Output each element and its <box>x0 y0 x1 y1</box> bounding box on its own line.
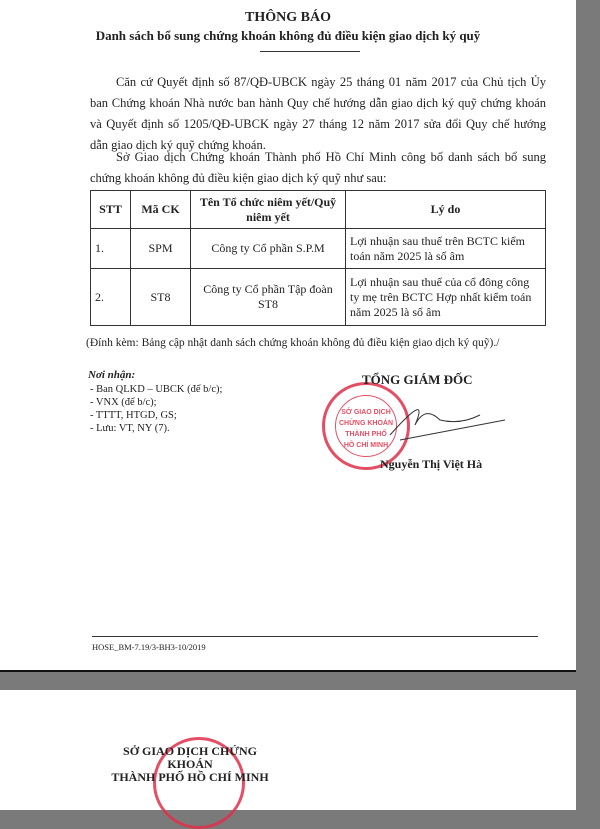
table-header-row <box>91 191 546 229</box>
paragraph-legal-basis: Căn cứ Quyết định số 87/QĐ-UBCK ngày 25 tháng 01 năm 2017 của Chủ tịch Ủy ban Chứng khoán Nhà nước ban hành Quy chế hướng dẫn giao dịch ký quỹ chứng khoán và Quyết định số 1205/QĐ-UBCK ngày 27 tháng 12 năm 2017 sửa đổi Quy chế hướng dẫn giao dịch ký quỹ chứng khoán. <box>90 75 546 152</box>
document-page-2 <box>0 690 576 810</box>
footer-form-code: HOSE_BM-7.19/3-BH3-10/2019 <box>92 642 206 652</box>
paragraph-announcement: Sở Giao dịch Chứng khoán Thành phố Hồ Chí Minh công bố danh sách bổ sung chứng khoán không đủ điều kiện giao dịch ký quỹ như sau: <box>90 150 546 185</box>
ineligible-securities-table <box>90 190 546 326</box>
document-subtitle: Danh sách bổ sung chứng khoán không đủ điều kiện giao dịch ký quỹ <box>95 28 481 43</box>
header-stt: STT <box>91 191 131 229</box>
cell-stt: 1. <box>91 229 131 269</box>
recipient-item: - VNX (để b/c); <box>90 397 157 408</box>
table-row <box>91 269 546 326</box>
title-divider <box>260 51 360 52</box>
cell-reason: Lợi nhuận sau thuế của cổ đông công ty mẹ trên BCTC Hợp nhất kiểm toán năm 2025 là số âm <box>346 269 546 326</box>
recipient-item: - TTTT, HTGD, GS; <box>90 410 177 421</box>
header-reason: Lý do <box>346 191 546 229</box>
cell-company: Công ty Cổ phần Tập đoàn ST8 <box>191 269 346 326</box>
cell-stt: 2. <box>91 269 131 326</box>
cell-company: Công ty Cổ phần S.P.M <box>191 229 346 269</box>
recipient-item: - Lưu: VT, NY (7). <box>90 423 170 434</box>
signature-icon <box>370 395 510 445</box>
org-header: SỞ GIAO DỊCH CHỨNG KHOÁN THÀNH PHỐ HỒ CHÍ MINH <box>111 744 269 784</box>
signer-name: Nguyễn Thị Việt Hà <box>380 457 483 471</box>
header-company: Tên Tổ chức niêm yết/Quỹ niêm yết <box>191 191 346 229</box>
cell-reason: Lợi nhuận sau thuế trên BCTC kiểm toán năm 2025 là số âm <box>346 229 546 269</box>
table-row <box>91 229 546 269</box>
attachment-note: (Đính kèm: Bảng cập nhật danh sách chứng khoán không đủ điều kiện giao dịch ký quỹ)./ <box>86 337 500 349</box>
header-ticker: Mã CK <box>131 191 191 229</box>
recipients-label: Nơi nhận: <box>88 369 136 381</box>
cell-ticker: ST8 <box>131 269 191 326</box>
document-title: THÔNG BÁO <box>245 10 331 25</box>
signer-title: TỔNG GIÁM ĐỐC <box>362 372 473 387</box>
recipient-item: - Ban QLKD – UBCK (để b/c); <box>90 384 223 395</box>
recipients-list <box>90 383 222 435</box>
cell-ticker: SPM <box>131 229 191 269</box>
official-stamp: SỞ GIAO DỊCH CHỨNG KHOÁN THÀNH PHỐ HỒ CHÍ MINH <box>322 382 410 470</box>
footer-divider <box>92 636 538 637</box>
